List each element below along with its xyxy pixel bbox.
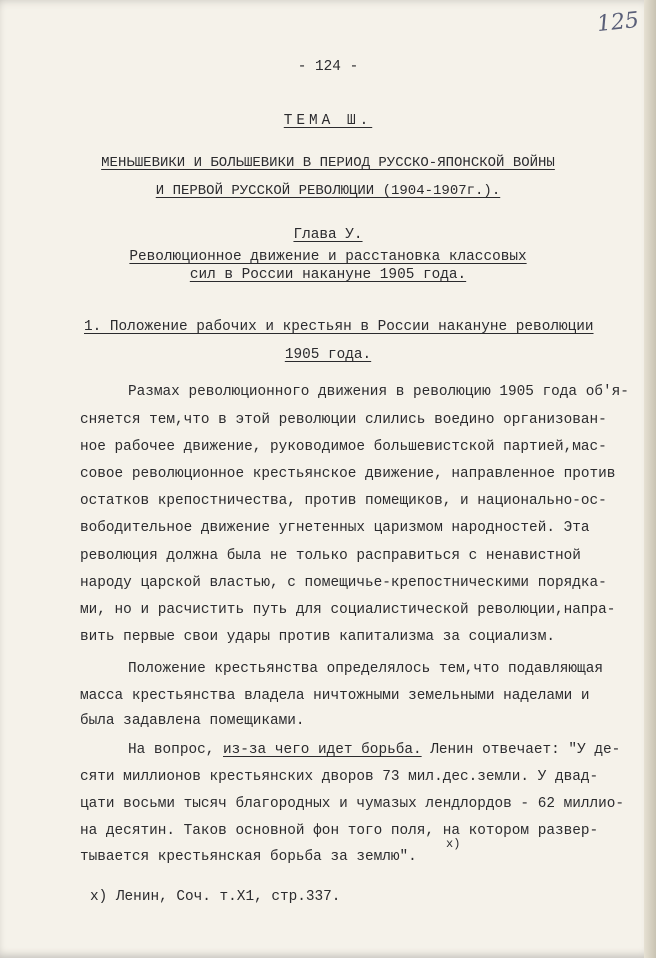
page-edge <box>644 0 656 958</box>
section-title-line-2: 1905 года. <box>284 347 372 363</box>
section-title-row-2 <box>0 346 656 364</box>
handwritten-sheet-number: 125 <box>595 7 641 38</box>
quote-lead: Ленин отвечает: "У де- <box>421 742 621 758</box>
theme-title-line-2: И ПЕРВОЙ РУССКОЙ РЕВОЛЮЦИИ (1904-1907г.). <box>155 183 501 199</box>
footnote: х) Ленин, Соч. т.Х1, стр.337. <box>90 889 341 905</box>
paragraph-1-line: ми, но и расчистить путь для социалистической революции,напра- <box>80 602 616 618</box>
theme-title-row-2 <box>0 182 656 200</box>
paragraph-3-line: на десятин. Таков основной фон того поля, на котором развер- <box>80 823 599 839</box>
paragraph-1-line: остатков крепостничества, против помещиков, и национально-ос- <box>80 493 607 509</box>
section-title-row-1 <box>84 318 594 336</box>
theme-heading-row <box>0 112 656 130</box>
paragraph-3-line: цати восьми тысяч благородных и чумазых лендлордов - 62 миллио- <box>80 796 625 812</box>
chapter-title-line-2: сил в России накануне 1905 года. <box>189 267 467 283</box>
paragraph-1-line: Размах революционного движения в революцию 1905 года об'я- <box>128 384 629 400</box>
paragraph-3-line: сяти миллионов крестьянских дворов 73 мил.дес.земли. У двад- <box>80 769 599 785</box>
paragraph-1-line: вободительное движение угнетенных царизмом народностей. Эта <box>80 520 590 536</box>
paragraph-2-line: Положение крестьянства определялось тем,что подавляющая <box>128 661 603 677</box>
chapter-title-line-1: Революционное движение и расстановка классовых <box>129 249 527 265</box>
paragraph-3-line: тывается крестьянская борьба за землю". <box>80 849 417 865</box>
paragraph-1-line: совое революционное крестьянское движение, направленное против <box>80 466 616 482</box>
chapter-heading: Глава У. <box>293 227 363 243</box>
paragraph-2-line: масса крестьянства владела ничтожными земельными наделами и <box>80 688 590 704</box>
paragraph-1-line: вить первые свои удары против капитализма за социализм. <box>80 629 555 645</box>
theme-heading: ТЕМА Ш. <box>283 113 373 129</box>
paragraph-1-line: народу царской властью, с помещичье-крепостническими порядка- <box>80 575 607 591</box>
paragraph-3-line-1 <box>128 741 620 759</box>
page-number: - 124 - <box>297 59 359 75</box>
chapter-title-row-1 <box>0 248 656 266</box>
theme-title-line-1: МЕНЬШЕВИКИ И БОЛЬШЕВИКИ В ПЕРИОД РУССКО-ЯПОНСКОЙ ВОЙНЫ <box>101 155 555 171</box>
quote-intro: На вопрос, <box>128 742 223 758</box>
paragraph-1-line: сняется тем,что в этой революции слились воедино организован- <box>80 412 607 428</box>
chapter-row <box>0 226 656 244</box>
paragraph-1-line: ное рабочее движение, руководимое большевистской партией,мас- <box>80 439 607 455</box>
paragraph-1-line: революция должна была не только расправиться с ненавистной <box>80 548 581 564</box>
paragraph-2-line: была задавлена помещиками. <box>80 713 305 729</box>
theme-title-row-1 <box>0 154 656 172</box>
section-title-line-1: 1. Положение рабочих и крестьян в России накануне революции <box>84 319 594 335</box>
chapter-title-row-2 <box>0 266 656 284</box>
underlined-question: из-за чего идет борьба. <box>223 742 422 758</box>
footnote-marker: х) <box>446 837 461 851</box>
